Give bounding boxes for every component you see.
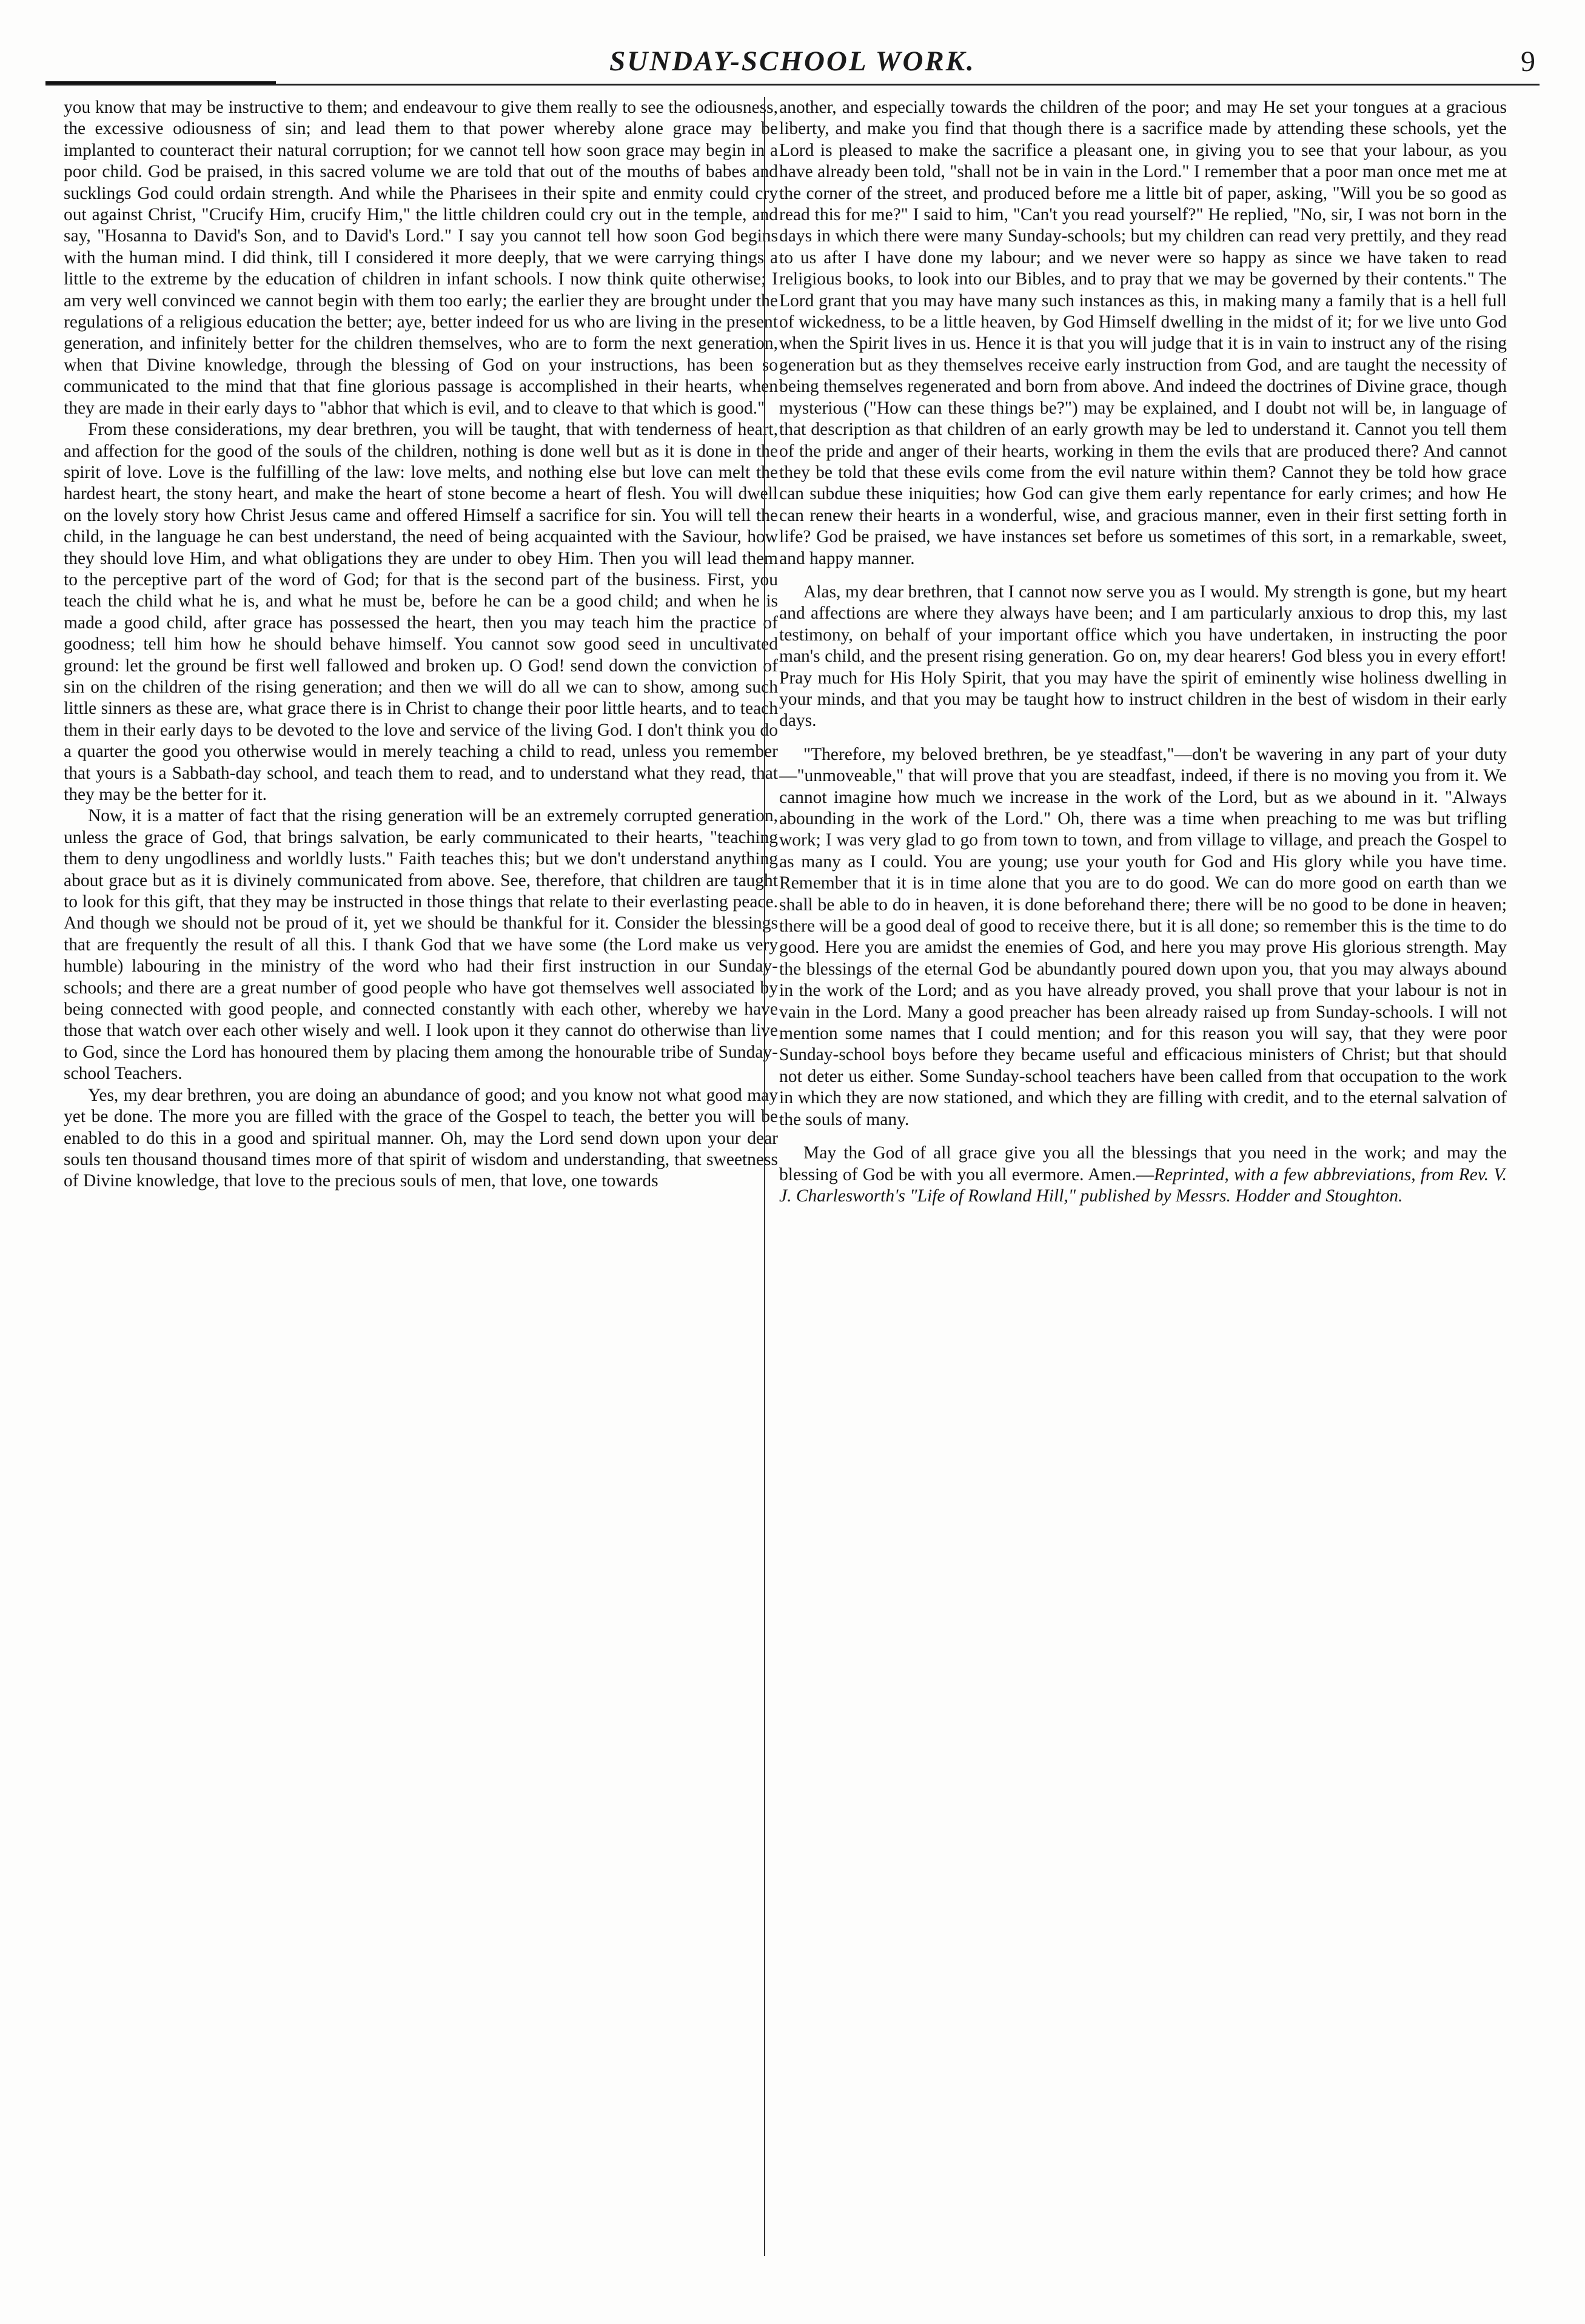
running-title: SUNDAY-SCHOOL WORK. bbox=[609, 45, 976, 77]
right-paragraph-3: "Therefore, my beloved brethren, be ye steadfast,"—don't be wavering in any part of your duty—"unmoveable," that will prove that you are steadfast, indeed, if there is no moving you from it. We cannot imagine how much we increase in the work of the Lord, but as we abound in it. "Always abounding in the work of the Lord." Oh, there was a time when preaching to me was but trifling work; I was very glad to go from town to town, and from village to village, and preach the Gospel to as many as I could. You are young; use your youth for God and His glory while you have time. Remember that it is in time alone that you are to do good. We can do more good on earth than we shall be able to do in heaven, it is done beforehand there; there will be no good to be done in heaven; there will be a good deal of good to receive there, but it is all done; so remember this is the time to do good. Here you are amidst the enemies of God, and here you may prove His glorious strength. May the blessings of the eternal God be abundantly poured down upon you, that you may always abound in the work of the Lord; and as you have already proved, you shall prove that your labour is not in vain in the Lord. Many a good preacher has been already raised up from Sunday-schools. I will not mention some names that I could mention; and for this reason you will say, that they were poor Sunday-school boys before they became useful and efficacious ministers of Christ; but that should not deter us either. Some Sunday-school teachers have been called from that occupation to the work in which they are now stationed, and which they are filling with credit, and to the eternal salvation of the souls of many. bbox=[779, 744, 1507, 1129]
left-paragraph-1: you know that may be instructive to them; and endeavour to give them really to see the odiousness, the excessive odiousness of sin; and lead them to that power whereby alone grace may be implanted to counteract their natural corruption; for we cannot tell how soon grace may begin in a poor child. God be praised, in this sacred volume we are told that out of the mouths of babes and sucklings God could ordain strength. And while the Pharisees in their spite and enmity could cry out against Christ, "Crucify Him, crucify Him," the little children could cry out in the temple, and say, "Hosanna to David's Son, and to David's Lord." I say you cannot tell how soon God begins with the human mind. I did think, till I considered it more deeply, that we were carrying things a little to the extreme by the education of children in infant schools. I now think quite otherwise; I am very well convinced we cannot begin with them too early; the earlier they are brought under the regulations of a religious education the better; aye, better indeed for us who are living in the present generation, and infinitely better for the children themselves, who are to form the next generation, when that Divine knowledge, through the blessing of God on your instructions, has been so communicated to the mind that that fine glorious passage is accomplished in their hearts, when they are made in their early days to "abhor that which is evil, and to cleave to that which is good." bbox=[64, 98, 778, 418]
page-header bbox=[42, 44, 1543, 86]
left-paragraph-4: Yes, my dear brethren, you are doing an abundance of good; and you know not what good may yet be done. The more you are filled with the grace of the Gospel to teach, the better you will be enabled to do this in a good and spiritual manner. Oh, may the Lord send down upon your dear souls ten thousand thousand times more of that spirit of wisdom and understanding, that sweetness of Divine knowledge, that love to the precious souls of men, that love, one towards bbox=[64, 1085, 778, 1191]
right-paragraph-4 bbox=[779, 1143, 1507, 1207]
page-number: 9 bbox=[1521, 45, 1535, 78]
left-column bbox=[64, 97, 778, 2292]
source-attribution: Reprinted, with a few abbreviations, from Rev. V. J. Charlesworth's "Life of Rowland Hill," published by Messrs. Hodder and Stoughton. bbox=[779, 1164, 1507, 1206]
header-rule bbox=[45, 84, 1540, 86]
left-paragraph-2: From these considerations, my dear brethren, you will be taught, that with tenderness of heart, and affection for the good of the souls of the children, nothing is done well but as it is done in the spirit of love. Love is the fulfilling of the law: love melts, and nothing else but love can melt the hardest heart, the stony heart, and make the heart of stone become a heart of flesh. You will dwell on the lovely story how Christ Jesus came and offered Himself a sacrifice for sin. You will tell the child, in the language he can best understand, the need of being acquainted with the Saviour, how they should love Him, and what obligations they are under to obey Him. Then you will lead them to the perceptive part of the word of God; for that is the second part of the business. First, you teach the child what he is, and what he must be, before he can be a good child; and when he is made a good child, after grace has possessed the heart, then you may teach him the practice of goodness; tell him how he should behave himself. You cannot sow good seed in uncultivated ground: let the ground be first well fallowed and broken up. O God! send down the conviction of sin on the children of the rising generation; and then we will do all we can to show, among such little sinners as these are, what grace there is in Christ to change their poor little hearts, and to teach them in their early days to be devoted to the love and service of the living God. I don't think you do a quarter the good you otherwise would in merely teaching a child to read, unless you remember that yours is a Sabbath-day school, and teach them to read, and to understand what they read, that they may be the better for it. bbox=[64, 420, 778, 804]
right-paragraph-2: Alas, my dear brethren, that I cannot now serve you as I would. My strength is gone, but my heart and affections are where they always have been; and I am particularly anxious to drop this, my last testimony, on behalf of your important office which you have undertaken, in instructing the poor man's child, and the present rising generation. Go on, my dear hearers! God bless you in every effort! Pray much for His Holy Spirit, that you may have the spirit of eminently wise holiness dwelling in your minds, and that you may be taught how to instruct children in the best of wisdom in their early days. bbox=[779, 582, 1507, 731]
right-paragraph-1: another, and especially towards the children of the poor; and may He set your tongues at a gracious liberty, and make you find that though there is a sacrifice made by attending these schools, yet the Lord is pleased to make the sacrifice a pleasant one, in giving you to see that your labour, as you have already been told, "shall not be in vain in the Lord." I remember that a poor man once met me at the corner of the street, and produced before me a little bit of paper, asking, "Will you be so good as read this for me?" I said to him, "Can't you read yourself?" He replied, "No, sir, I was not born in the days in which there were many Sunday-schools; but my children can read very prettily, and they read to us after I have done my labour; and we never were so happy as since we have taken to read religious books, to look into our Bibles, and to pray that we may be governed by their contents." The Lord grant that you may have many such instances as this, in making many a family that is a hell full of wickedness, to be a little heaven, by God Himself dwelling in the midst of it; for we live unto God when the Spirit lives in us. Hence it is that you will judge that it is in vain to instruct any of the rising generation but as they themselves receive early instruction from God, and are taught the necessity of being themselves regenerated and born from above. And indeed the doctrines of Divine grace, though mysterious ("How can these things be?") may be explained, and I doubt not will be, in language of that description as that children of an early growth may be led to understand it. Cannot you tell them of the pride and anger of their hearts, working in them the evils that are produced there? And cannot they be told that these evils come from the evil nature within them? Cannot they be told how grace can subdue these iniquities; how God can give them early repentance for early crimes; and how He can renew their hearts in a wonderful, wise, and gracious manner, even in their first setting forth in life? God be praised, we have instances set before us sometimes of this sort, in a remarkable, sweet, and happy manner. bbox=[779, 98, 1507, 568]
right-column bbox=[779, 97, 1507, 2292]
left-paragraph-3: Now, it is a matter of fact that the rising generation will be an extremely corrupted generation, unless the grace of God, that brings salvation, be early communicated to their hearts, "teaching them to deny ungodliness and worldly lusts." Faith teaches this; but we don't understand anything about grace but as it is divinely communicated from above. See, therefore, that children are taught to look for this gift, that they may be instructed in those things that relate to their everlasting peace. And though we should not be proud of it, yet we should be thankful for it. Consider the blessings that are frequently the result of all this. I thank God that we have some (the Lord make us very humble) labouring in the ministry of the word who had their first instruction in our Sunday-schools; and there are a great number of good people who have got themselves well associated by being connected with good people, and connected constantly with each other, whereby we have those that watch over each other wisely and well. I look upon it they cannot do otherwise than live to God, since the Lord has honoured them by placing them among the honourable tribe of Sunday-school Teachers. bbox=[64, 806, 778, 1084]
closing-blessing: May the God of all grace give you all the blessings that you need in the work; and may the blessing of God be with you all evermore. Amen.— bbox=[779, 1143, 1507, 1184]
column-divider bbox=[764, 97, 765, 2256]
